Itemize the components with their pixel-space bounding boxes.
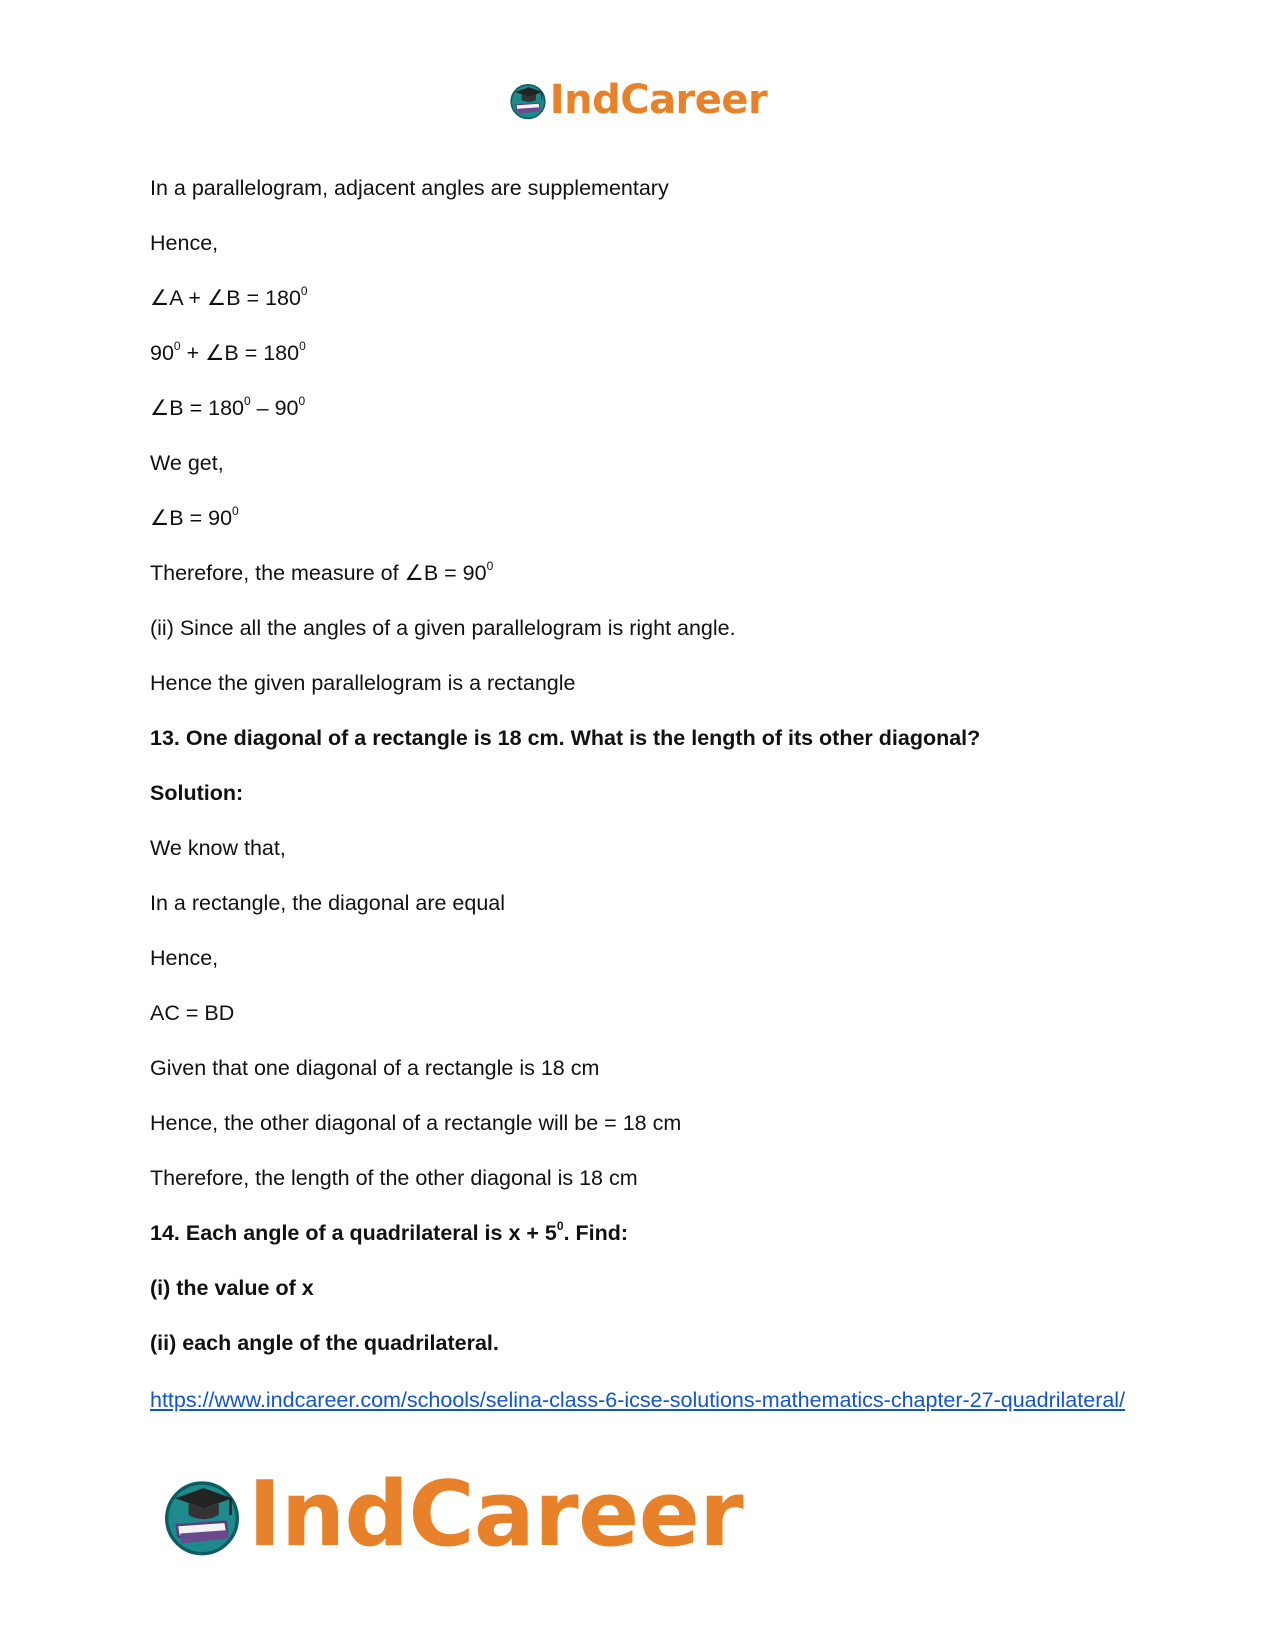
- text-segment: ∠B = 180: [150, 396, 244, 420]
- text-line: (ii) Since all the angles of a given parallelogram is right angle.: [150, 616, 736, 640]
- question-line: (i) the value of x: [150, 1276, 314, 1300]
- logo-wordmark: IndCareer: [549, 77, 768, 123]
- superscript: 0: [173, 339, 181, 353]
- text-line: [150, 505, 1140, 531]
- graduation-cap-globe-icon: [160, 1473, 244, 1557]
- text-line: Hence,: [150, 946, 219, 970]
- document-body: [150, 175, 1140, 1415]
- text-line: [150, 340, 1140, 366]
- header-logo: [0, 77, 1275, 123]
- text-segment: 90: [150, 341, 174, 365]
- superscript: 0: [244, 394, 251, 408]
- text-line: Hence,: [150, 231, 219, 255]
- text-segment: . Find:: [563, 1221, 629, 1245]
- superscript: 0: [298, 394, 306, 408]
- text-line: Hence, the other diagonal of a rectangle will be = 18 cm: [150, 1111, 682, 1135]
- graduation-cap-globe-icon: [508, 80, 548, 120]
- text-segment: ∠B = 90: [150, 506, 233, 530]
- text-line: [150, 395, 1140, 421]
- question-line: Solution:: [150, 781, 244, 805]
- logo: [508, 77, 768, 123]
- logo-wordmark: IndCareer: [248, 1462, 744, 1567]
- text-segment: – 90: [250, 396, 299, 420]
- text-line: We get,: [150, 451, 224, 475]
- text-segment: 14. Each angle of a quadrilateral is x + 5: [150, 1221, 557, 1245]
- text-segment: + ∠B = 180: [180, 341, 300, 365]
- text-line: In a parallelogram, adjacent angles are supplementary: [150, 176, 669, 200]
- text-line: [150, 285, 1140, 311]
- text-line: Therefore, the length of the other diagonal is 18 cm: [150, 1166, 638, 1190]
- text-line: AC = BD: [150, 1001, 235, 1025]
- superscript: 0: [556, 1219, 564, 1233]
- text-line: In a rectangle, the diagonal are equal: [150, 891, 506, 915]
- text-line: Given that one diagonal of a rectangle is 18 cm: [150, 1056, 600, 1080]
- superscript: 0: [486, 559, 494, 573]
- superscript: 0: [300, 284, 308, 298]
- text-segment: ∠A + ∠B = 180: [150, 286, 301, 310]
- text-line: We know that,: [150, 836, 286, 860]
- question-line: 13. One diagonal of a rectangle is 18 cm. What is the length of its other diagonal?: [150, 726, 981, 750]
- superscript: 0: [299, 339, 306, 353]
- question-line: [150, 1220, 1140, 1246]
- question-line: (ii) each angle of the quadrilateral.: [150, 1331, 499, 1355]
- text-line: [150, 560, 1140, 586]
- superscript: 0: [232, 504, 239, 518]
- source-link[interactable]: https://www.indcareer.com/schools/selina-class-6-icse-solutions-mathematics-chapter-27-quadrilateral/: [150, 1388, 1126, 1412]
- text-line: Hence the given parallelogram is a rectangle: [150, 671, 576, 695]
- text-segment: Therefore, the measure of ∠B = 90: [150, 561, 487, 585]
- footer-logo: [160, 1462, 744, 1567]
